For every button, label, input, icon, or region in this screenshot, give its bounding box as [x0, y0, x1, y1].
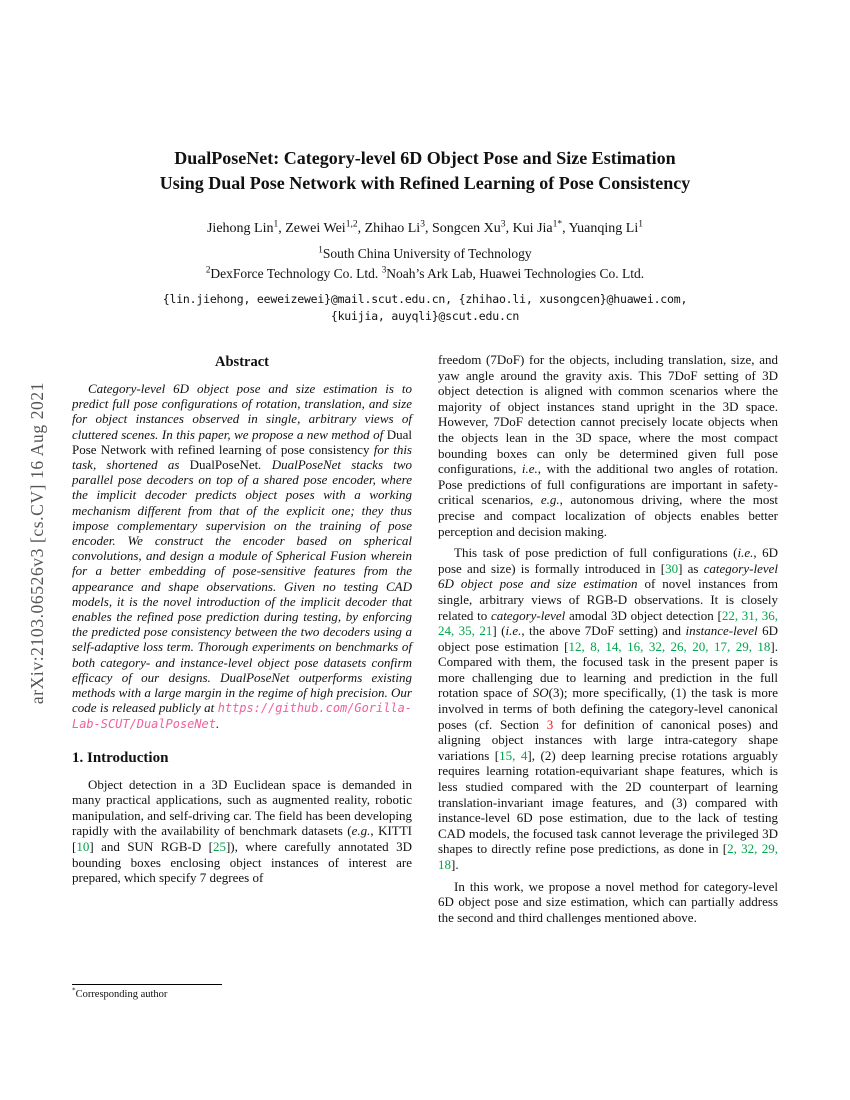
- citation-link[interactable]: 10: [76, 839, 90, 855]
- citation-link[interactable]: 12, 8, 14, 16, 32, 26, 20, 17, 29, 18: [568, 638, 771, 654]
- paper-title: [0, 146, 850, 196]
- title-block: [0, 0, 850, 325]
- affiliation-1: $^1$South China University of Technology: [318, 244, 532, 261]
- corresponding-author-footnote: *Corresponding author: [72, 986, 168, 1000]
- citation-link[interactable]: 30: [665, 560, 679, 576]
- code-url-link[interactable]: https://github.com/Gorilla-Lab-SCUT/DualPoseNet: [72, 701, 412, 732]
- footnote-block: [72, 984, 412, 1000]
- intro-paragraph: Object detection in a 3D Euclidean space is demanded in many practical applications, such as augmented reality, robotic manipulation, and self-driving car. The field has been developing rapidly with the availability of benchmark datasets (e.g., KITTI [10] and SUN RGB-D [25]), where carefully annotated 3D bounding boxes enclosing object instances of interest are prepared, which specify 7 degrees of: [72, 776, 412, 886]
- author-list: Jiehong Lin$^1$, Zewei Wei$^{1,2}$, Zhihao Li$^3$, Songcen Xu$^3$, Kui Jia$^{1*}$, Yuanqing Li$^1$: [206, 219, 643, 236]
- citation-link[interactable]: 25: [212, 839, 226, 855]
- section-ref-link[interactable]: 3: [546, 716, 554, 732]
- two-column-body: [72, 352, 778, 1000]
- emails: [0, 291, 850, 325]
- email-line-2: {kuijia, auyqli}@scut.edu.cn: [330, 309, 520, 323]
- footnote-rule: [72, 984, 222, 985]
- citation-link[interactable]: 22, 31, 36, 24, 35, 21: [438, 607, 779, 639]
- right-column: [438, 352, 778, 1000]
- abstract-text: Category-level 6D object pose and size estimation is to predict full pose configurations of rotation, translation, and size for object instances observed in single, arbitrary views of cluttered scenes. In this paper, we propose a new method of Dual Pose Network with refined learning of pose consistency for this task, shortened as DualPoseNet. DualPoseNet stacks two parallel pose decoders on top of a shared pose encoder, where the implicit decoder predicts object poses with a working mechanism different from that of the explicit one; they thus impose complementary supervision on the training of pose encoder. We construct the encoder based on spherical convolutions, and design a module of Spherical Fusion wherein for a better embedding of pose-sensitive features from the appearance and shape observations. Given no testing CAD models, it is the novel introduction of the implicit decoder that enables the refined pose prediction during testing, by enforcing the predicted pose consistency between the two decoders using a self-adaptive loss term. Thorough experiments on benchmarks of both category- and instance-level object pose datasets confirm efficacy of our designs. DualPoseNet outperforms existing methods with a large margin in the regime of high precision. Our code is released publicly at https://github.com/Gorilla-Lab-SCUT/DualPoseNet.: [72, 381, 412, 732]
- email-line-1: {lin.jiehong, eeweizewei}@mail.scut.edu.cn, {zhihao.li, xusongcen}@huawei.com,: [162, 292, 688, 306]
- body-paragraph-1: freedom (7DoF) for the objects, including translation, size, and yaw angle around the gravity axis. This 7DoF setting of 3D object detection is aligned with common scenarios where the majority of object instances stand upright in the 3D space. However, 7DoF detection cannot precisely locate objects when the objects lean in the 3D space, where the most compact bounding boxes can only be determined given full pose configurations, i.e., with the additional two angles of rotation. Pose predictions of full configurations are important in safety-critical scenarios, e.g., autonomous driving, where the most precise and compact localization of objects enables better perception and decision making.: [438, 352, 778, 539]
- body-paragraph-2: This task of pose prediction of full configurations (i.e., 6D pose and size) is formally introduced in [30] as category-level 6D object pose and size estimation of novel instances from single, arbitrary views of RGB-D observations. It is closely related to category-level amodal 3D object detection [22, 31, 36, 24, 35, 21] (i.e., the above 7DoF setting) and instance-level 6D object pose estimation [12, 8, 14, 16, 32, 26, 20, 17, 29, 18]. Compared with them, the focused task in the present paper is more challenging due to learning and prediction in the full rotation space of SO(3); more specifically, (1) the task is more involved in terms of both defining the category-level canonical poses (cf. Section 3 for definition of canonical poses) and aligning object instances with large intra-category shape variations [15, 4], (2) deep learning precise rotations arguably requires learning rotation-equivariant shape features, which is less studied compared with the 2D counterpart of learning translation-invariant image features, and (3) compared with instance-level 6D pose estimation, due to the lack of testing CAD models, the focused task cannot leverage the privileged 3D shapes to directly refine pose predictions, as done in [2, 32, 29, 18].: [438, 545, 779, 872]
- section-heading-introduction: 1. Introduction: [72, 749, 169, 766]
- arxiv-stamp-text: arXiv:2103.06526v3 [cs.CV] 16 Aug 2021: [27, 381, 47, 705]
- affiliation-2: $^2$DexForce Technology Co. Ltd. $^3$Noah’s Ark Lab, Huawei Technologies Co. Ltd.: [205, 264, 645, 281]
- left-column: [72, 352, 412, 1000]
- title-line-1: DualPoseNet: Category-level 6D Object Pose and Size Estimation: [174, 148, 676, 168]
- abstract-heading: Abstract: [215, 354, 269, 370]
- citation-link[interactable]: 15, 4: [499, 747, 528, 763]
- citation-link[interactable]: 2, 32, 29, 18: [438, 841, 779, 872]
- arxiv-stamp: [27, 263, 49, 823]
- affiliations: [0, 244, 850, 284]
- title-line-2: Using Dual Pose Network with Refined Learning of Pose Consistency: [159, 173, 691, 193]
- body-paragraph-3: In this work, we propose a novel method for category-level 6D object pose and size estimation, which can partially address the second and third challenges mentioned above.: [438, 878, 778, 925]
